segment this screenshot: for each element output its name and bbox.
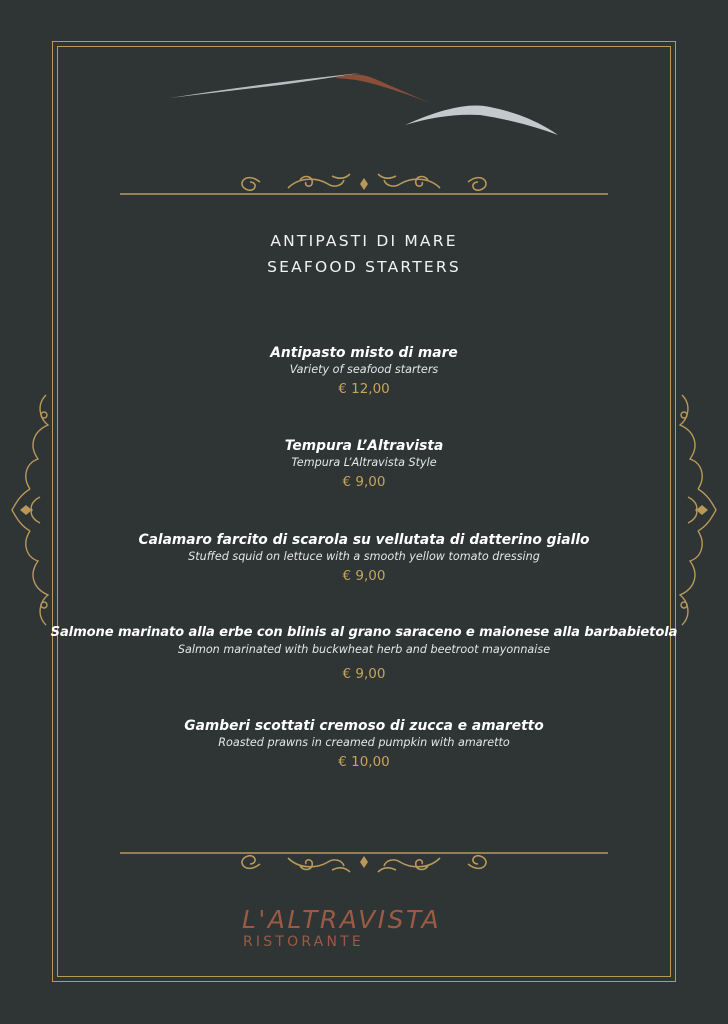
section-heading-italian: ANTIPASTI DI MARE (270, 232, 458, 250)
menu-item-name: Gamberi scottati cremoso di zucca e amaretto (184, 718, 544, 734)
menu-item-description: Tempura L’Altravista Style (291, 456, 437, 469)
menu-item (0, 531, 728, 586)
menu-item-description: Salmon marinated with buckwheat herb and beetroot mayonnaise (177, 643, 551, 656)
menu-item (0, 437, 728, 492)
menu-item (0, 344, 728, 399)
menu-item-name: Salmone marinato alla erbe con blinis al grano saraceno e maionese alla barbabietola (50, 625, 678, 640)
menu-item (0, 717, 728, 772)
menu-item-description: Roasted prawns in creamed pumpkin with amaretto (218, 736, 510, 749)
menu-item-price: € 9,00 (342, 474, 386, 490)
left-side-ornament (10, 385, 56, 635)
restaurant-name: L'ALTRAVISTA (242, 905, 442, 934)
menu-item-name: Tempura L’Altravista (284, 438, 444, 454)
menu-item (0, 624, 728, 684)
menu-item-price: € 9,00 (342, 666, 386, 682)
bottom-divider-ornament (110, 842, 618, 882)
menu-item-description: Variety of seafood starters (289, 363, 439, 376)
menu-item-name: Calamaro farcito di scarola su vellutata di datterino giallo (138, 532, 590, 548)
top-divider-ornament (110, 162, 618, 202)
menu-item-price: € 10,00 (338, 754, 390, 770)
right-side-ornament (672, 385, 718, 635)
menu-item-price: € 9,00 (342, 568, 386, 584)
menu-item-price: € 12,00 (338, 381, 390, 397)
restaurant-logo (242, 906, 492, 950)
menu-item-name: Antipasto misto di mare (270, 345, 458, 361)
mountain-logo-icon (160, 65, 570, 145)
section-heading-english: SEAFOOD STARTERS (267, 258, 461, 276)
restaurant-subtitle: RISTORANTE (243, 934, 364, 950)
menu-item-description: Stuffed squid on lettuce with a smooth yellow tomato dressing (188, 550, 540, 563)
